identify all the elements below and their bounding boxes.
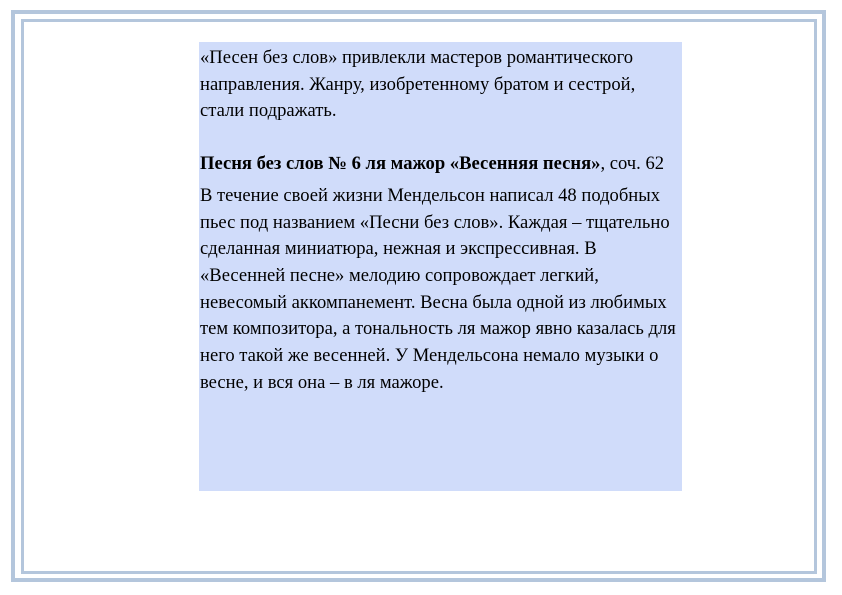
piece-title-rest: , соч. 62 bbox=[600, 153, 665, 175]
body-paragraph: В течение своей жизни Мендельсон написал 48 подобных пьес под названием «Песни без слов». Каждая – тщательно сделанная миниатюра, нежная и экспрессивная. В «Весенней песне» мелодию сопровождает легкий, невесомый аккомпанемент. Весна была одной из любимых тем композитора, а тональность ля мажор явно казалась для него такой же весенней. У Мендельсона немало музыки о весне, и вся она – в ля мажоре. bbox=[200, 184, 676, 393]
intro-paragraph: «Песен без слов» привлекли мастеров романтического направления. Жанру, изобретенному братом и сестрой, стали подражать. bbox=[200, 47, 636, 122]
text-box bbox=[199, 42, 682, 491]
piece-title-bold: Песня без слов № 6 ля мажор «Весенняя песня» bbox=[200, 153, 601, 175]
piece-title-paragraph bbox=[200, 151, 678, 178]
